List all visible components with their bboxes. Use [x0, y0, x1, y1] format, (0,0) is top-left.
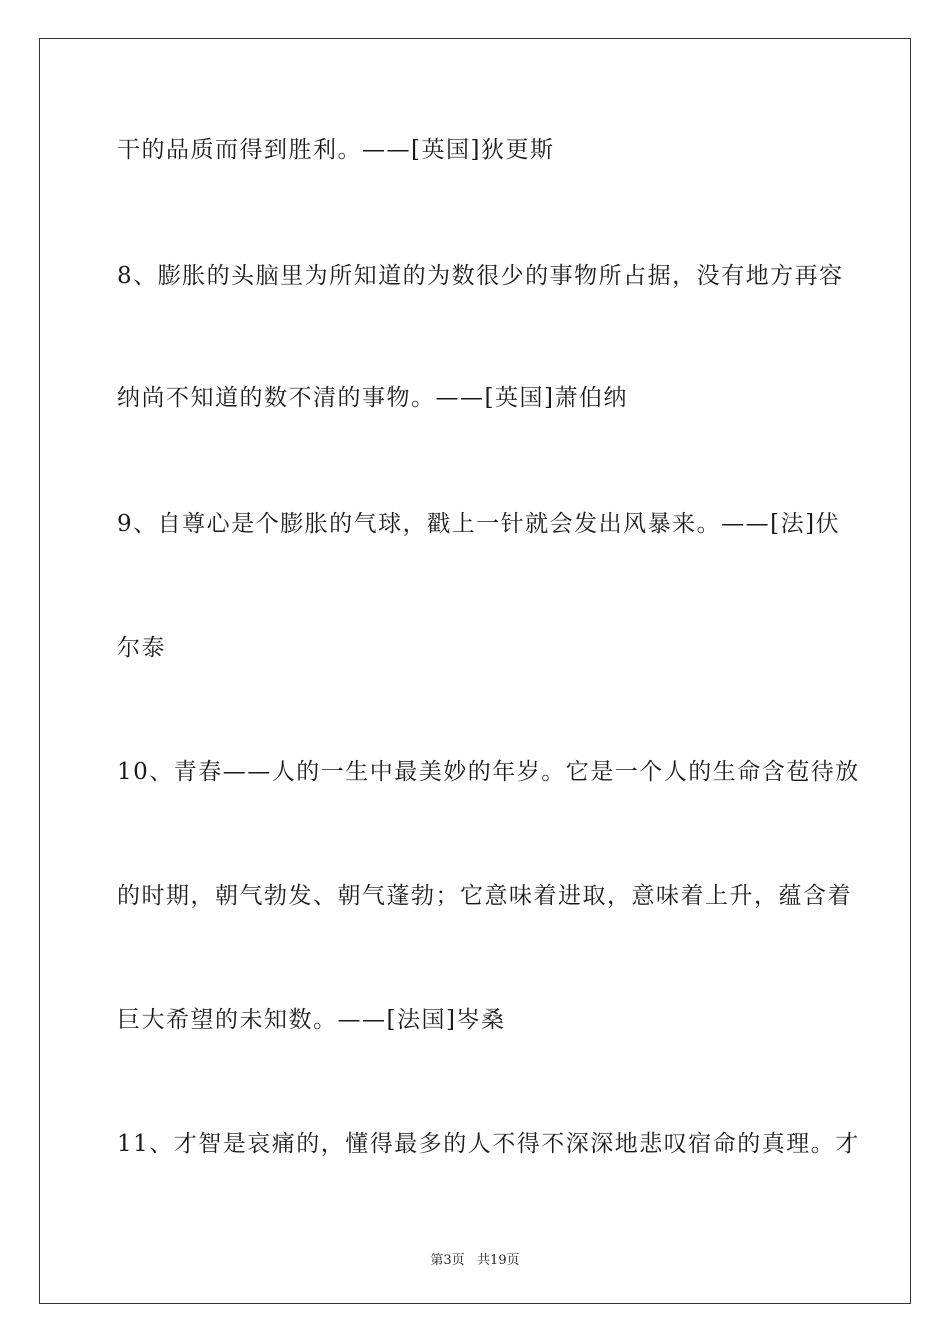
page-number-footer: 第3页 共19页 — [430, 1253, 520, 1268]
text-line: 10、青春——人的一生中最美妙的年岁。它是一个人的生命含苞待放 — [117, 759, 860, 785]
text-line: 的时期，朝气勃发、朝气蓬勃；它意味着进取，意味着上升，蕴含着 — [117, 883, 852, 909]
page-border — [39, 38, 911, 1304]
text-line: 8、膨胀的头脑里为所知道的为数很少的事物所占据，没有地方再容 — [117, 263, 844, 289]
text-line: 尔泰 — [117, 635, 166, 661]
text-line: 11、才智是哀痛的，懂得最多的人不得不深深地悲叹宿命的真理。才 — [117, 1131, 860, 1157]
text-line: 9、自尊心是个膨胀的气球，戳上一针就会发出风暴来。——[法]伏 — [117, 511, 841, 537]
text-line: 干的品质而得到胜利。——[英国]狄更斯 — [117, 137, 555, 163]
text-line: 纳尚不知道的数不清的事物。——[英国]萧伯纳 — [117, 385, 628, 411]
text-line: 巨大希望的未知数。——[法国]岑桑 — [117, 1007, 506, 1033]
